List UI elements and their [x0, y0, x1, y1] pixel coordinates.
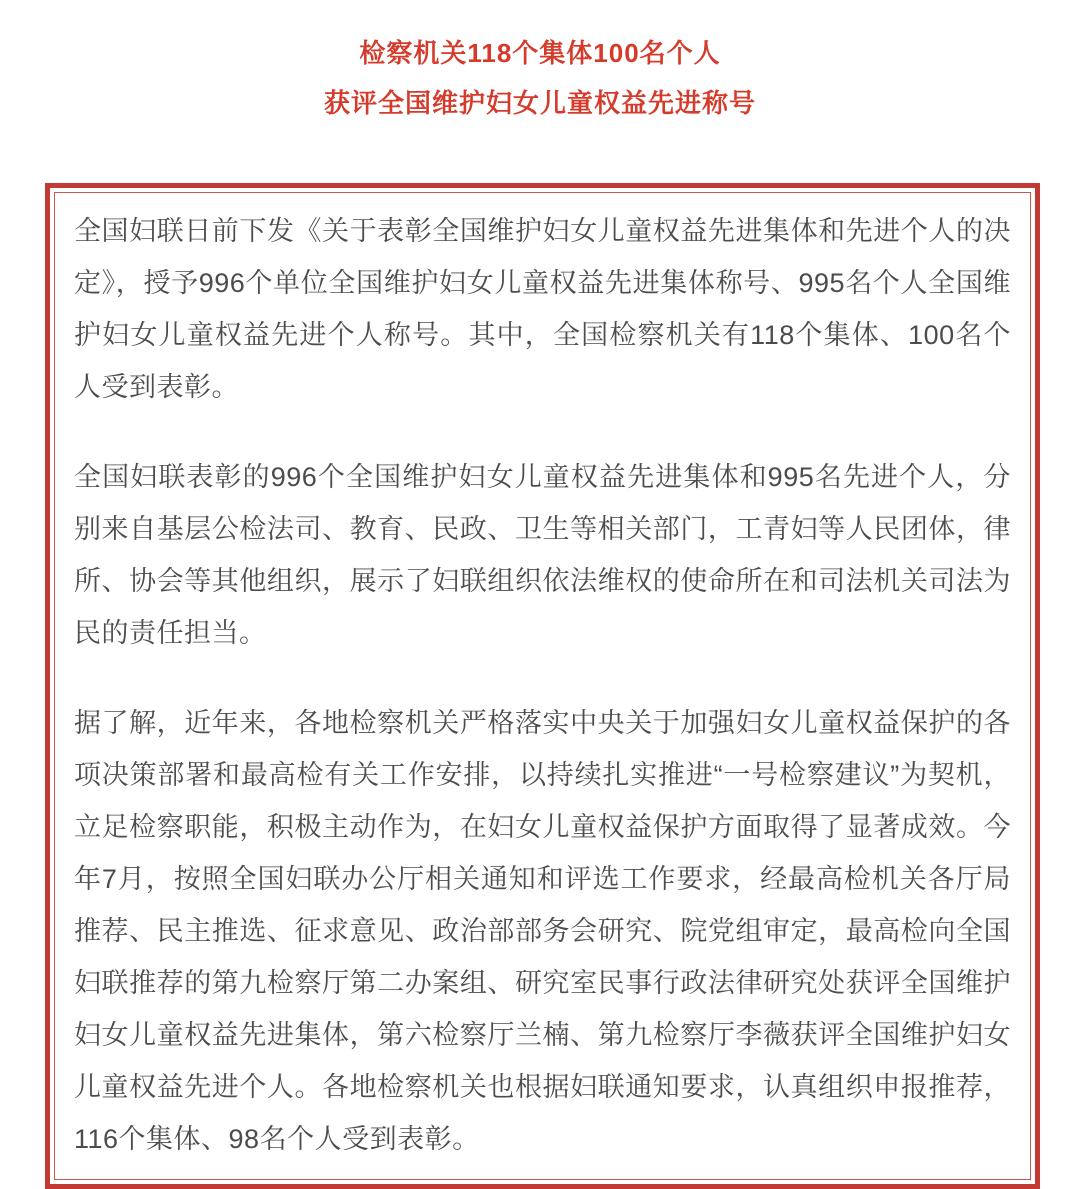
- paragraph-award-decision: 全国妇联日前下发《关于表彰全国维护妇女儿童权益先进集体和先进个人的决定》，授予996个单位全国维护妇女儿童权益先进集体称号、995名个人全国维护妇女儿童权益先进个人称号。其中，全国检察机关有118个集体、100名个人受到表彰。: [74, 216, 1011, 402]
- article-inner-border: [54, 192, 1031, 1180]
- paragraph-award-sources: 全国妇联表彰的996个全国维护妇女儿童权益先进集体和995名先进个人，分别来自基层公检法司、教育、民政、卫生等相关部门，工青妇等人民团体，律所、协会等其他组织，展示了妇联组织依法维权的使命所在和司法机关司法为民的责任担当。: [74, 462, 1011, 648]
- article-red-border-box: [45, 183, 1040, 1189]
- title-line-2: 获评全国维护妇女儿童权益先进称号: [323, 88, 756, 118]
- title-line-1: 检察机关118个集体100名个人: [359, 38, 721, 68]
- article-title: [0, 0, 1080, 128]
- paragraph-background-details: 据了解，近年来，各地检察机关严格落实中央关于加强妇女儿童权益保护的各项决策部署和最高检有关工作安排，以持续扎实推进“一号检察建议”为契机，立足检察职能，积极主动作为，在妇女儿童权益保护方面取得了显著成效。今年7月，按照全国妇联办公厅相关通知和评选工作要求，经最高检机关各厅局推荐、民主推选、征求意见、政治部部务会研究、院党组审定，最高检向全国妇联推荐的第九检察厅第二办案组、研究室民事行政法律研究处获评全国维护妇女儿童权益先进集体，第六检察厅兰楠、第九检察厅李薇获评全国维护妇女儿童权益先进个人。各地检察机关也根据妇联通知要求，认真组织申报推荐，116个集体、98名个人受到表彰。: [74, 708, 1011, 1154]
